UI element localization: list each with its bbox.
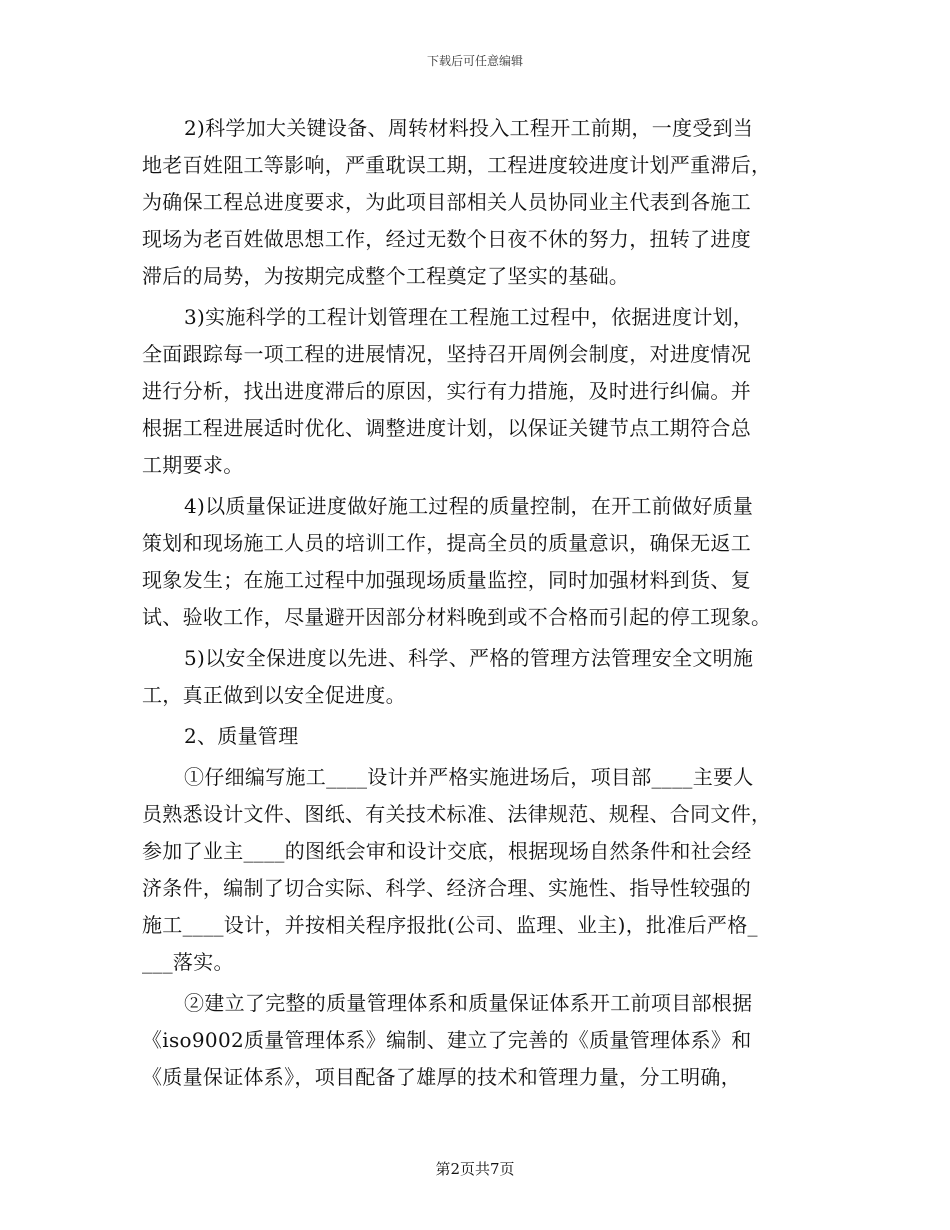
document-body [142, 110, 806, 1096]
paragraph-line: 《iso9002质量管理体系》编制、建立了完善的《质量管理体系》和 [142, 1028, 752, 1052]
paragraph-line: 进行分析，找出进度滞后的原因，实行有力措施，及时进行纠偏。并 [142, 379, 751, 403]
page-header: 下载后可任意编辑 [426, 54, 523, 68]
paragraph-line: ___落实。 [142, 950, 234, 974]
paragraph-line: 工，真正做到以安全促进度。 [142, 683, 406, 707]
section-heading: 2、质量管理 [184, 724, 299, 748]
paragraph-line: 策划和现场施工人员的培训工作，提高全员的质量意识，确保无返工 [142, 531, 751, 555]
paragraph-line: 4)以质量保证进度做好施工过程的质量控制，在开工前做好质量 [184, 494, 754, 518]
paragraph-line: 员熟悉设计文件、图纸、有关技术标准、法律规范、规程、合同文件， [142, 802, 772, 826]
paragraph-line: 3)实施科学的工程计划管理在工程施工过程中，依据进度计划， [184, 305, 754, 329]
paragraph-line: 为确保工程总进度要求，为此项目部相关人员协同业主代表到各施工 [142, 190, 751, 214]
paragraph-line: 试、验收工作，尽量避开因部分材料晚到或不合格而引起的停工现象。 [142, 605, 772, 629]
paragraph-line: 施工____设计，并按相关程序报批(公司、监理、业主)，批准后严格_ [142, 913, 758, 937]
paragraph-line: 根据工程进展适时优化、调整进度计划，以保证关键节点工期符合总 [142, 416, 751, 440]
paragraph-line: 工期要求。 [142, 453, 244, 477]
paragraph-line: 滞后的局势，为按期完成整个工程奠定了坚实的基础。 [142, 264, 630, 288]
paragraph-line: 《质量保证体系》，项目配备了雄厚的技术和管理力量，分工明确， [142, 1065, 741, 1089]
paragraph-line: ②建立了完整的质量管理体系和质量保证体系开工前项目部根据 [184, 991, 753, 1015]
paragraph-line: 现场为老百姓做思想工作，经过无数个日夜不休的努力，扭转了进度 [142, 227, 751, 251]
paragraph-line: ①仔细编写施工____设计并严格实施进场后，项目部____主要人 [184, 765, 754, 789]
paragraph-line: 现象发生；在施工过程中加强现场质量监控，同时加强材料到货、复 [142, 568, 751, 592]
paragraph-line: 济条件，编制了切合实际、科学、经济合理、实施性、指导性较强的 [142, 876, 751, 900]
paragraph-line: 全面跟踪每一项工程的进展情况，坚持召开周例会制度，对进度情况 [142, 342, 751, 366]
paragraph-line: 参加了业主____的图纸会审和设计交底，根据现场自然条件和社会经 [142, 839, 752, 863]
paragraph-line: 2)科学加大关键设备、周转材料投入工程开工前期，一度受到当 [184, 116, 754, 140]
paragraph-line: 地老百姓阻工等影响，严重耽误工期，工程进度较进度计划严重滞后， [142, 153, 772, 177]
paragraph-line: 5)以安全保进度以先进、科学、严格的管理方法管理安全文明施 [184, 646, 754, 670]
page-number: 第2页共7页 [435, 1160, 515, 1178]
